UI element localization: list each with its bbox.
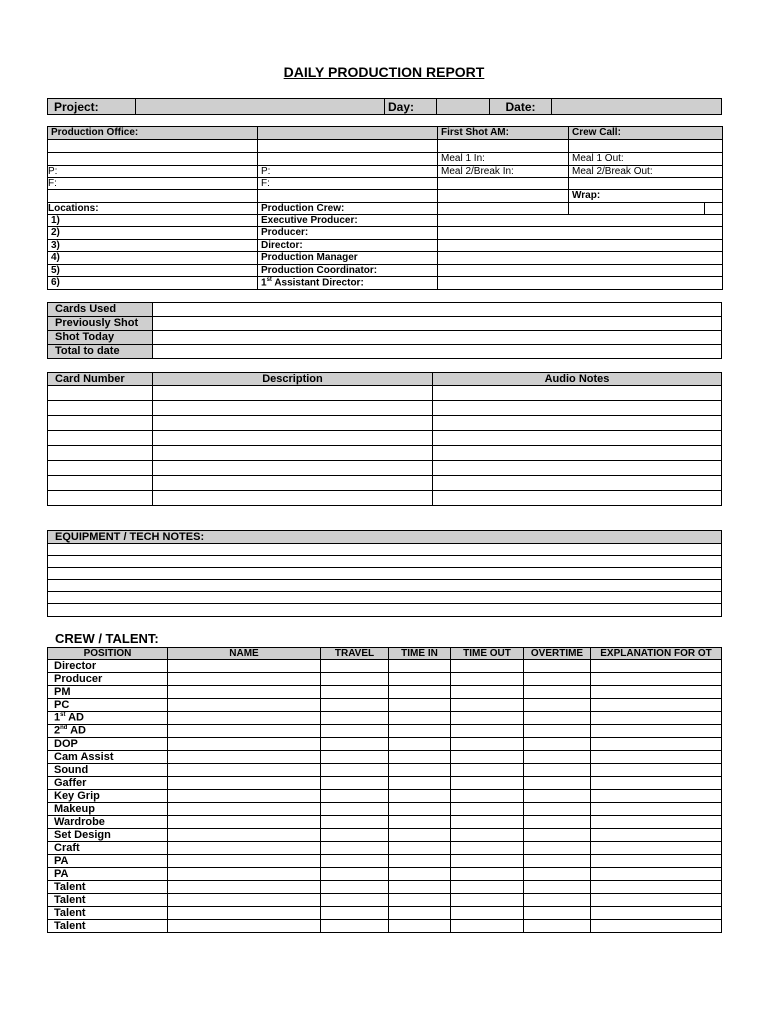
crew-cell[interactable] (591, 894, 722, 907)
crew-cell[interactable] (321, 868, 389, 881)
crew-row (48, 699, 722, 712)
position-header: POSITION (48, 648, 168, 660)
shot-today-field[interactable] (153, 331, 722, 345)
crew-position: Wardrobe (48, 816, 168, 829)
crew-cell[interactable] (321, 790, 389, 803)
crew-position: Set Design (48, 829, 168, 842)
card-cell[interactable] (48, 401, 153, 416)
crew-row (48, 842, 722, 855)
fax-label-2[interactable]: F: (258, 178, 438, 190)
crew-cell[interactable] (451, 881, 524, 894)
name-header: NAME (168, 648, 321, 660)
crew-cell[interactable] (524, 673, 591, 686)
crew-cell[interactable] (168, 764, 321, 777)
card-cell[interactable] (153, 401, 433, 416)
crew-cell[interactable] (168, 738, 321, 751)
crew-cell[interactable] (524, 725, 591, 738)
meal1-in-label[interactable]: Meal 1 In: (438, 153, 569, 166)
crew-row (48, 712, 722, 725)
crew-cell[interactable] (168, 803, 321, 816)
card-cell[interactable] (433, 401, 722, 416)
card-cell[interactable] (48, 386, 153, 401)
location-4[interactable]: 4) (48, 252, 258, 265)
crew-cell[interactable] (168, 790, 321, 803)
crew-cell[interactable] (321, 686, 389, 699)
audio-notes-header: Audio Notes (433, 373, 722, 386)
crew-position: Talent (48, 881, 168, 894)
crew-cell[interactable] (451, 894, 524, 907)
project-label: Project: (48, 99, 136, 115)
date-field[interactable] (552, 99, 722, 115)
crew-cell[interactable] (168, 907, 321, 920)
crew-cell[interactable] (321, 816, 389, 829)
crew-position: Producer (48, 673, 168, 686)
crew-row (48, 673, 722, 686)
crew-cell[interactable] (591, 920, 722, 933)
office-line[interactable] (438, 240, 723, 252)
crew-talent-title: CREW / TALENT: (55, 631, 159, 646)
crew-cell[interactable] (591, 712, 722, 725)
table-row (48, 446, 722, 461)
crew-cell[interactable] (451, 699, 524, 712)
office-line[interactable] (438, 252, 723, 265)
crew-cell[interactable] (591, 816, 722, 829)
crew-row (48, 829, 722, 842)
crew-cell[interactable] (321, 712, 389, 725)
card-cell[interactable] (153, 461, 433, 476)
position-sup: nd (60, 725, 68, 732)
crew-talent-table (47, 647, 722, 933)
card-cell[interactable] (48, 446, 153, 461)
crew-row (48, 764, 722, 777)
office-line[interactable] (569, 178, 723, 190)
time-out-header: TIME OUT (451, 648, 524, 660)
first-ad-sup: st (266, 277, 272, 284)
crew-cell[interactable] (168, 855, 321, 868)
crew-cell[interactable] (321, 751, 389, 764)
crew-call-field[interactable] (569, 140, 723, 153)
crew-cell[interactable] (321, 855, 389, 868)
office-line[interactable] (258, 140, 438, 153)
crew-cell[interactable] (451, 803, 524, 816)
office-line[interactable] (258, 153, 438, 166)
card-cell[interactable] (153, 386, 433, 401)
meal2-out-label[interactable]: Meal 2/Break Out: (569, 166, 723, 178)
crew-row (48, 686, 722, 699)
total-to-date-label: Total to date (48, 345, 153, 359)
crew-cell[interactable] (168, 686, 321, 699)
crew-cell[interactable] (168, 894, 321, 907)
office-line[interactable] (438, 277, 723, 290)
crew-cell[interactable] (451, 842, 524, 855)
crew-cell[interactable] (451, 738, 524, 751)
crew-cell[interactable] (168, 660, 321, 673)
crew-cell[interactable] (389, 686, 451, 699)
card-cell[interactable] (433, 446, 722, 461)
shot-today-label: Shot Today (48, 331, 153, 345)
equipment-note-line[interactable] (48, 604, 722, 617)
crew-role-5[interactable]: Production Coordinator: (258, 265, 438, 277)
day-label: Day: (385, 99, 437, 115)
crew-cell[interactable] (591, 907, 722, 920)
crew-cell[interactable] (591, 764, 722, 777)
position-sup: st (60, 712, 66, 719)
equipment-note-line[interactable] (48, 544, 722, 556)
locations-label: Locations: (48, 203, 258, 215)
crew-cell[interactable] (451, 751, 524, 764)
card-cell[interactable] (433, 461, 722, 476)
crew-cell[interactable] (524, 686, 591, 699)
card-cell[interactable] (48, 476, 153, 491)
overtime-header: OVERTIME (524, 648, 591, 660)
phone-label-2[interactable]: P: (258, 166, 438, 178)
meal2-in-label[interactable]: Meal 2/Break In: (438, 166, 569, 178)
crew-cell[interactable] (524, 803, 591, 816)
crew-position: PA (48, 855, 168, 868)
first-shot-field[interactable] (438, 140, 569, 153)
crew-role-1[interactable]: Executive Producer: (258, 215, 438, 227)
crew-cell[interactable] (451, 712, 524, 725)
card-cell[interactable] (153, 431, 433, 446)
crew-cell[interactable] (321, 725, 389, 738)
equipment-note-line[interactable] (48, 580, 722, 592)
travel-header: TRAVEL (321, 648, 389, 660)
card-cell[interactable] (48, 431, 153, 446)
office-line[interactable] (438, 190, 569, 203)
crew-cell[interactable] (168, 829, 321, 842)
crew-cell[interactable] (389, 881, 451, 894)
crew-cell[interactable] (168, 712, 321, 725)
card-cell[interactable] (153, 476, 433, 491)
crew-cell[interactable] (168, 920, 321, 933)
crew-cell[interactable] (389, 660, 451, 673)
time-in-header: TIME IN (389, 648, 451, 660)
crew-cell[interactable] (389, 829, 451, 842)
position-num: 1 (54, 711, 61, 724)
crew-cell[interactable] (524, 699, 591, 712)
table-row (48, 416, 722, 431)
first-ad-num: 1 (261, 277, 267, 289)
location-1[interactable]: 1) (48, 215, 258, 227)
crew-cell[interactable] (168, 881, 321, 894)
crew-cell[interactable] (451, 725, 524, 738)
table-row (48, 476, 722, 491)
crew-position: PM (48, 686, 168, 699)
crew-cell[interactable] (591, 725, 722, 738)
crew-cell[interactable] (321, 920, 389, 933)
crew-row (48, 894, 722, 907)
wrap-label[interactable]: Wrap: (569, 190, 723, 203)
office-header-blank (258, 127, 438, 140)
project-field[interactable] (136, 99, 385, 115)
crew-role-4[interactable]: Production Manager (258, 252, 438, 265)
crew-cell[interactable] (524, 894, 591, 907)
crew-row (48, 777, 722, 790)
explanation-header: EXPLANATION FOR OT (591, 648, 722, 660)
crew-cell[interactable] (389, 855, 451, 868)
crew-cell[interactable] (168, 816, 321, 829)
meal1-out-label[interactable]: Meal 1 Out: (569, 153, 723, 166)
crew-cell[interactable] (591, 790, 722, 803)
crew-row (48, 660, 722, 673)
crew-position: Sound (48, 764, 168, 777)
crew-cell[interactable] (389, 803, 451, 816)
office-line[interactable] (705, 203, 723, 215)
card-cell[interactable] (433, 491, 722, 506)
location-5[interactable]: 5) (48, 265, 258, 277)
crew-call-label: Crew Call: (569, 127, 723, 140)
crew-cell[interactable] (524, 712, 591, 725)
crew-cell[interactable] (591, 881, 722, 894)
office-line[interactable] (438, 178, 569, 190)
crew-position: Craft (48, 842, 168, 855)
crew-cell[interactable] (524, 868, 591, 881)
previously-shot-label: Previously Shot (48, 317, 153, 331)
crew-cell[interactable] (389, 673, 451, 686)
first-ad-role[interactable] (258, 277, 438, 290)
position-rest: AD (67, 724, 87, 737)
crew-cell[interactable] (524, 920, 591, 933)
page-title: DAILY PRODUCTION REPORT (283, 64, 485, 80)
crew-cell[interactable] (451, 829, 524, 842)
crew-cell[interactable] (451, 660, 524, 673)
crew-cell[interactable] (524, 751, 591, 764)
crew-cell[interactable] (524, 777, 591, 790)
crew-row (48, 790, 722, 803)
crew-cell[interactable] (591, 660, 722, 673)
crew-cell[interactable] (591, 686, 722, 699)
crew-row (48, 816, 722, 829)
crew-cell[interactable] (451, 816, 524, 829)
crew-cell[interactable] (389, 777, 451, 790)
location-2[interactable]: 2) (48, 227, 258, 240)
card-cell[interactable] (433, 476, 722, 491)
crew-cell[interactable] (389, 816, 451, 829)
card-log-table (47, 372, 722, 506)
crew-row (48, 738, 722, 751)
crew-cell[interactable] (451, 790, 524, 803)
crew-position: Cam Assist (48, 751, 168, 764)
card-number-header: Card Number (48, 373, 153, 386)
crew-cell[interactable] (389, 738, 451, 751)
crew-cell[interactable] (321, 803, 389, 816)
crew-cell[interactable] (321, 699, 389, 712)
crew-position: PC (48, 699, 168, 712)
crew-cell[interactable] (524, 738, 591, 751)
office-line[interactable] (258, 190, 438, 203)
card-cell[interactable] (153, 491, 433, 506)
crew-row (48, 868, 722, 881)
crew-role-3[interactable]: Director: (258, 240, 438, 252)
crew-row (48, 881, 722, 894)
production-crew-label: Production Crew: (258, 203, 438, 215)
production-office-table (47, 126, 723, 290)
crew-cell[interactable] (591, 777, 722, 790)
table-row (48, 461, 722, 476)
position-rest: AD (65, 711, 85, 724)
crew-row (48, 803, 722, 816)
office-line[interactable] (438, 227, 723, 240)
crew-cell[interactable] (168, 777, 321, 790)
day-field[interactable] (437, 99, 490, 115)
crew-row (48, 907, 722, 920)
crew-cell[interactable] (389, 764, 451, 777)
crew-cell[interactable] (451, 855, 524, 868)
crew-cell[interactable] (389, 725, 451, 738)
card-cell[interactable] (153, 446, 433, 461)
crew-position: Key Grip (48, 790, 168, 803)
crew-cell[interactable] (321, 907, 389, 920)
crew-cell[interactable] (321, 738, 389, 751)
description-header: Description (153, 373, 433, 386)
card-cell[interactable] (433, 416, 722, 431)
first-shot-label: First Shot AM: (438, 127, 569, 140)
crew-cell[interactable] (591, 842, 722, 855)
crew-cell[interactable] (389, 868, 451, 881)
crew-role-2[interactable]: Producer: (258, 227, 438, 240)
crew-cell[interactable] (591, 699, 722, 712)
crew-cell[interactable] (591, 751, 722, 764)
card-cell[interactable] (433, 386, 722, 401)
crew-cell[interactable] (321, 894, 389, 907)
crew-cell[interactable] (389, 842, 451, 855)
crew-cell[interactable] (524, 842, 591, 855)
crew-cell[interactable] (321, 842, 389, 855)
date-label: Date: (490, 99, 552, 115)
equipment-note-line[interactable] (48, 556, 722, 568)
crew-position: Talent (48, 920, 168, 933)
previously-shot-field[interactable] (153, 317, 722, 331)
crew-cell[interactable] (321, 881, 389, 894)
crew-cell[interactable] (524, 816, 591, 829)
crew-cell[interactable] (168, 842, 321, 855)
crew-cell[interactable] (389, 712, 451, 725)
equipment-note-line[interactable] (48, 592, 722, 604)
equipment-notes-label: EQUIPMENT / TECH NOTES: (48, 531, 722, 544)
position-num: 2 (54, 724, 61, 737)
table-row (48, 386, 722, 401)
card-cell[interactable] (48, 416, 153, 431)
crew-cell[interactable] (389, 790, 451, 803)
cards-used-field[interactable] (153, 303, 722, 317)
crew-cell[interactable] (524, 881, 591, 894)
crew-cell[interactable] (168, 751, 321, 764)
location-6[interactable]: 6) (48, 277, 258, 290)
crew-cell[interactable] (168, 699, 321, 712)
total-to-date-field[interactable] (153, 345, 722, 359)
crew-cell[interactable] (168, 725, 321, 738)
fax-label-1[interactable]: F: (48, 178, 258, 190)
crew-cell[interactable] (321, 673, 389, 686)
office-line[interactable] (569, 203, 705, 215)
crew-rows (48, 660, 722, 933)
crew-position: PA (48, 868, 168, 881)
crew-cell[interactable] (321, 829, 389, 842)
crew-row (48, 855, 722, 868)
table-row (48, 401, 722, 416)
crew-cell[interactable] (524, 907, 591, 920)
crew-row (48, 751, 722, 764)
card-cell[interactable] (433, 431, 722, 446)
crew-cell[interactable] (524, 829, 591, 842)
crew-position: Makeup (48, 803, 168, 816)
cards-used-label: Cards Used (48, 303, 153, 317)
crew-cell[interactable] (591, 829, 722, 842)
location-3[interactable]: 3) (48, 240, 258, 252)
crew-cell[interactable] (321, 777, 389, 790)
crew-cell[interactable] (591, 855, 722, 868)
crew-cell[interactable] (389, 894, 451, 907)
equipment-note-line[interactable] (48, 568, 722, 580)
cards-summary-table (47, 302, 722, 359)
crew-cell[interactable] (524, 764, 591, 777)
card-cell[interactable] (153, 416, 433, 431)
crew-cell[interactable] (591, 738, 722, 751)
crew-position: Talent (48, 907, 168, 920)
crew-cell[interactable] (524, 660, 591, 673)
crew-cell[interactable] (168, 673, 321, 686)
crew-cell[interactable] (389, 920, 451, 933)
office-line[interactable] (438, 203, 569, 215)
crew-position: Gaffer (48, 777, 168, 790)
card-cell[interactable] (48, 491, 153, 506)
crew-cell[interactable] (321, 660, 389, 673)
phone-label-1[interactable]: P: (48, 166, 258, 178)
crew-cell[interactable] (451, 764, 524, 777)
crew-cell[interactable] (524, 855, 591, 868)
equipment-notes-table (47, 530, 722, 617)
crew-position (48, 725, 168, 738)
crew-cell[interactable] (524, 790, 591, 803)
table-row (48, 431, 722, 446)
crew-cell[interactable] (591, 803, 722, 816)
crew-cell[interactable] (389, 907, 451, 920)
crew-position: Talent (48, 894, 168, 907)
crew-cell[interactable] (451, 673, 524, 686)
crew-row (48, 920, 722, 933)
office-line[interactable] (48, 140, 258, 153)
crew-cell[interactable] (451, 920, 524, 933)
office-line[interactable] (48, 153, 258, 166)
crew-cell[interactable] (389, 699, 451, 712)
crew-cell[interactable] (168, 868, 321, 881)
office-line[interactable] (48, 190, 258, 203)
office-line[interactable] (438, 215, 723, 227)
crew-cell[interactable] (591, 673, 722, 686)
card-cell[interactable] (48, 461, 153, 476)
crew-position: DOP (48, 738, 168, 751)
crew-cell[interactable] (451, 777, 524, 790)
crew-cell[interactable] (451, 907, 524, 920)
crew-position (48, 712, 168, 725)
header-bar (47, 98, 722, 115)
crew-cell[interactable] (451, 686, 524, 699)
first-ad-rest: Assistant Director: (271, 277, 364, 289)
crew-cell[interactable] (389, 751, 451, 764)
crew-cell[interactable] (451, 868, 524, 881)
production-office-label: Production Office: (48, 127, 258, 140)
crew-position: Director (48, 660, 168, 673)
crew-cell[interactable] (321, 764, 389, 777)
crew-row (48, 725, 722, 738)
table-row (48, 491, 722, 506)
office-line[interactable] (438, 265, 723, 277)
crew-cell[interactable] (591, 868, 722, 881)
